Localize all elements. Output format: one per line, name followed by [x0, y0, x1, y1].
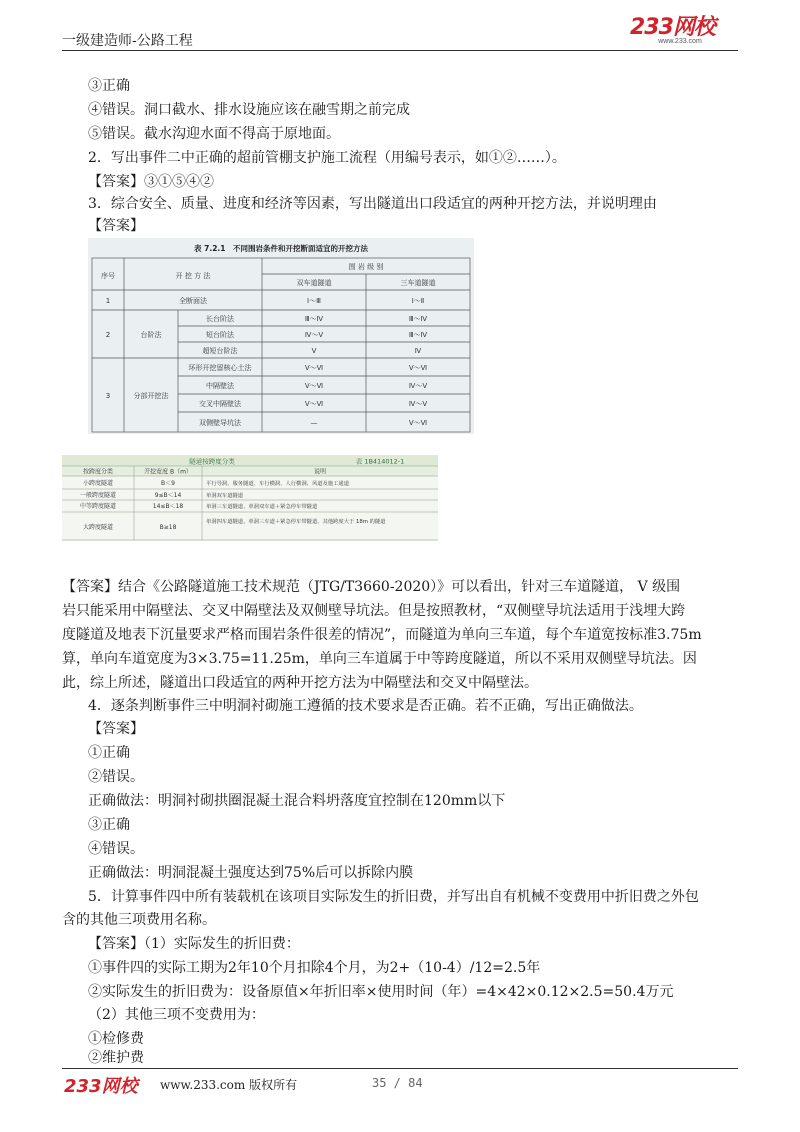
- table2-cell: B≥18: [159, 524, 177, 531]
- table1-cell: 长台阶法: [206, 315, 234, 323]
- table1-cell: 全断面法: [179, 297, 207, 305]
- brand-logo-text: 233网校: [630, 15, 715, 40]
- table1-cell: 环形开挖留核心土法: [188, 364, 252, 372]
- answer-3-paragraph: 【答案】结合《公路隧道施工技术规范（JTG/T3660-2020）》可以看出，针对三车道隧道， Ⅴ 级围: [62, 579, 681, 595]
- question-4: 4．逐条判断事件三中明洞衬砌施工遵循的技术要求是否正确。若不正确，写出正确做法。: [88, 698, 643, 714]
- text-line: ①事件四的实际工期为2年10个月扣除4个月，为2+（10-4）/12=2.5年: [88, 960, 541, 976]
- table1-cell: 1: [105, 297, 111, 305]
- answer-2: 【答案】③①⑤④②: [88, 174, 214, 190]
- text-line: 正确做法：明洞衬砌拱圈混凝土混合料坍落度宜控制在120mm以下: [88, 793, 506, 809]
- excavation-method-table-image: [88, 238, 474, 434]
- footer-logo: 233网校: [64, 1076, 138, 1097]
- table1-cell: 超短台阶法: [202, 347, 238, 355]
- document-header-title: 一级建造师-公路工程: [62, 33, 193, 49]
- question-2: 2．写出事件二中正确的超前管棚支护施工流程（用编号表示，如①②……）。: [88, 150, 566, 166]
- table1-cell: 交叉中隔壁法: [199, 400, 241, 408]
- answer-3-paragraph: 度隧道及地表下沉量要求严格而围岩条件很差的情况”，而隧道为单向三车道，每个车道宽按标准3.75m: [62, 627, 702, 643]
- table1-cell: 2: [105, 331, 111, 339]
- text-line: ⑤错误。截水沟迎水面不得高于原地面。: [88, 126, 340, 142]
- text-line: ①检修费: [88, 1031, 144, 1047]
- answer-3-paragraph: 算，单向车道宽度为3×3.75=11.25m，单向三车道属于中等跨度隧道，所以不采用双侧壁导坑法。因: [62, 651, 697, 667]
- table2-cell: 平行导洞、服务隧道、车行横洞、人行横洞、风道及施工通道: [206, 481, 350, 487]
- table2-cell: 单洞三车道隧道、单洞双车道＋紧急停车带隧道: [206, 504, 318, 510]
- page-number: 35 / 84: [372, 1076, 423, 1090]
- table2-cell: 单洞四车道隧道、单洞三车道＋紧急停车带隧道、其他跨度大于 18m 的隧道: [206, 519, 386, 525]
- table1-cell: Ⅲ～Ⅳ: [304, 315, 324, 323]
- footer-copyright: www.233.com 版权所有: [160, 1078, 298, 1092]
- table2-cell: 大跨度隧道: [82, 524, 114, 531]
- table1-cell: Ⅴ～Ⅵ: [304, 382, 324, 390]
- table1-cell: Ⅳ～Ⅴ: [304, 331, 324, 339]
- answer-3-paragraph: 岩只能采用中隔壁法、交叉中隔壁法及双侧壁导坑法。但是按照教材，“双侧壁导坑法适用于浅埋大跨: [62, 603, 686, 619]
- table1-head-three: 三车道隧道: [400, 279, 436, 287]
- table1-cell: Ⅲ～Ⅳ: [408, 331, 428, 339]
- table1-cell: Ⅴ～Ⅵ: [304, 400, 324, 408]
- table2-cell: 小跨度隧道: [82, 480, 114, 487]
- table1-head-method: 开 挖 方 法: [175, 272, 211, 280]
- footer-divider: [62, 1068, 738, 1069]
- text-line: ③正确: [88, 78, 130, 94]
- text-line: ①正确: [88, 745, 130, 761]
- table2-head: 说明: [313, 468, 327, 476]
- answer-3-paragraph: 此，综上所述，隧道出口段适宜的两种开挖方法为中隔壁法和交叉中隔壁法。: [62, 675, 538, 691]
- table1-cell: Ⅰ～Ⅲ: [307, 297, 321, 305]
- table1-cell: Ⅴ～Ⅵ: [304, 364, 324, 372]
- tunnel-span-table-image: [62, 455, 438, 541]
- text-line: ②实际发生的折旧费为：设备原值×年折旧率×使用时间（年）=4×42×0.12×2.5=50.4万元: [88, 984, 674, 1000]
- question-5: 含的其他三项费用名称。: [62, 912, 216, 928]
- brand-logo: [630, 16, 730, 50]
- table2-cell: 14≤B＜18: [152, 503, 184, 510]
- table1-cell: Ⅳ～Ⅴ: [408, 400, 428, 408]
- table2-cell: 中等跨度隧道: [79, 503, 117, 510]
- table1-cell: —: [310, 419, 318, 427]
- table2-cell: 单洞双车道隧道: [206, 493, 244, 499]
- table1-cell: Ⅲ～Ⅳ: [408, 315, 428, 323]
- table1-cell: 台阶法: [140, 331, 162, 339]
- table1-cell: Ⅴ: [311, 347, 317, 355]
- header-divider: [62, 50, 738, 51]
- table1-cell: 分部开挖法: [133, 392, 169, 400]
- answer-5: 【答案】（1）实际发生的折旧费：: [88, 936, 300, 952]
- question-5: 5．计算事件四中所有装载机在该项目实际发生的折旧费，并写出自有机械不变费用中折旧费之外包: [88, 889, 699, 905]
- answer-4-label: 【答案】: [88, 721, 144, 737]
- table1-head-two: 双车道隧道: [296, 279, 332, 287]
- table2-cell: 一般跨度隧道: [79, 492, 117, 499]
- text-line: （2）其他三项不变费用为：: [88, 1007, 265, 1023]
- table1-caption: 表 7.2.1 不同围岩条件和开挖断面适宜的开挖方法: [194, 244, 368, 253]
- text-line: ②维护费: [88, 1050, 144, 1066]
- table1-cell: Ⅳ: [414, 347, 422, 355]
- question-3: 3．综合安全、质量、进度和经济等因素，写出隧道出口段适宜的两种开挖方法，并说明理由: [88, 196, 657, 212]
- table1-cell: Ⅳ～Ⅴ: [408, 382, 428, 390]
- table1-cell: 中隔壁法: [206, 382, 234, 390]
- table1-cell: Ⅴ～Ⅵ: [408, 364, 428, 372]
- table2-caption: 隧道按跨度分类: [189, 457, 235, 466]
- text-line: 正确做法：明洞混凝土强度达到75%后可以拆除内膜: [88, 865, 414, 881]
- table1-cell: 双侧壁导坑法: [199, 419, 241, 427]
- table1-cell: 短台阶法: [206, 331, 234, 339]
- table1-cell: Ⅰ～Ⅱ: [411, 297, 425, 305]
- table2-head: 按跨度分类: [82, 468, 114, 476]
- table2-code: 表 1B414012-1: [355, 457, 405, 466]
- text-line: ④错误。: [88, 841, 144, 857]
- table1-cell: Ⅴ～Ⅵ: [408, 419, 428, 427]
- table2-cell: 9≤B＜14: [154, 492, 182, 499]
- table2-cell: B＜9: [161, 480, 175, 487]
- text-line: ④错误。洞口截水、排水设施应该在融雪期之前完成: [88, 102, 410, 118]
- answer-3-label: 【答案】: [88, 218, 144, 234]
- table1-head-no: 序号: [101, 272, 115, 280]
- brand-logo-url: www.233.com: [658, 38, 702, 45]
- table2-head: 开挖宽度 B（m）: [144, 468, 192, 476]
- table1-cell: 3: [105, 392, 111, 400]
- text-line: ③正确: [88, 817, 130, 833]
- text-line: ②错误。: [88, 769, 144, 785]
- table1-head-grade: 围 岩 级 别: [348, 263, 384, 271]
